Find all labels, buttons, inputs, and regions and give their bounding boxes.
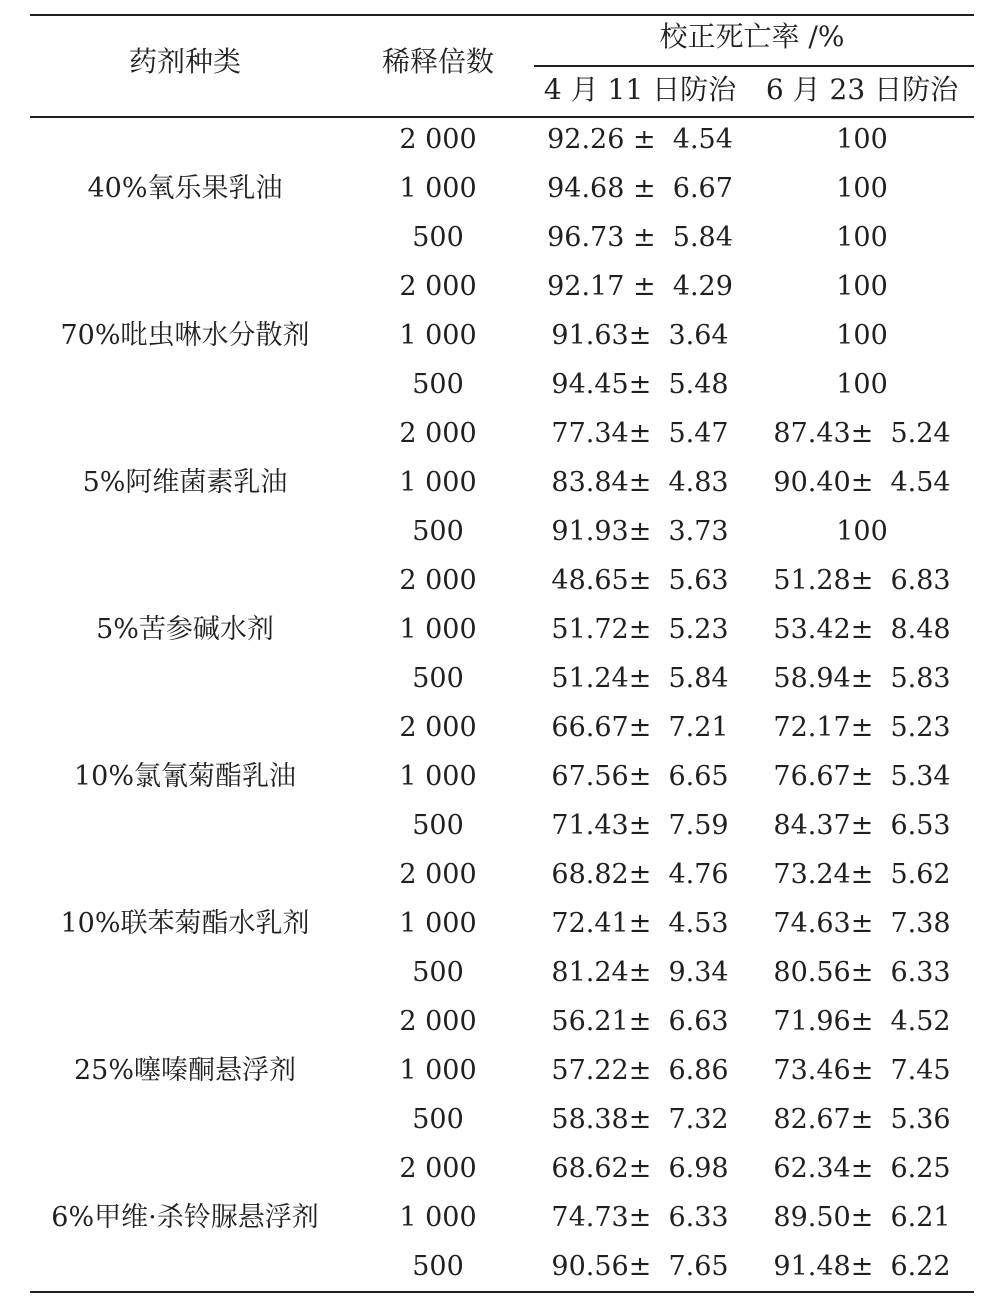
jun23-rate-cell: 100 xyxy=(836,222,888,253)
apr11-rate-cell: 77.34± 5.47 xyxy=(551,418,729,449)
jun23-rate-cell: 100 xyxy=(836,320,888,351)
jun23-rate-cell: 71.96± 4.52 xyxy=(773,1006,951,1037)
header-corrected-mortality: 校正死亡率 /% xyxy=(659,20,845,53)
apr11-rate-cell: 68.62± 6.98 xyxy=(551,1153,729,1184)
top-rule xyxy=(30,14,974,16)
dilution-cell: 500 xyxy=(412,369,464,400)
bottom-rule xyxy=(30,1291,974,1293)
header-agent: 药剂种类 xyxy=(128,45,242,78)
apr11-rate-cell: 74.73± 6.33 xyxy=(551,1202,729,1233)
dilution-cell: 2 000 xyxy=(399,124,477,155)
apr11-rate-cell: 81.24± 9.34 xyxy=(551,957,729,988)
apr11-rate-cell: 66.67± 7.21 xyxy=(551,712,729,743)
jun23-rate-cell: 87.43± 5.24 xyxy=(773,418,951,449)
header-dilution: 稀释倍数 xyxy=(381,45,495,78)
agent-name-cell: 10%氯氰菊酯乳油 xyxy=(73,761,297,792)
agent-name-cell: 40%氧乐果乳油 xyxy=(87,173,283,204)
dilution-cell: 500 xyxy=(412,222,464,253)
dilution-cell: 2 000 xyxy=(399,271,477,302)
jun23-rate-cell: 74.63± 7.38 xyxy=(773,908,951,939)
jun23-rate-cell: 100 xyxy=(836,516,888,547)
dilution-cell: 1 000 xyxy=(399,1055,477,1086)
apr11-rate-cell: 68.82± 4.76 xyxy=(551,859,729,890)
jun23-rate-cell: 80.56± 6.33 xyxy=(773,957,951,988)
dilution-cell: 500 xyxy=(412,1251,464,1282)
jun23-rate-cell: 89.50± 6.21 xyxy=(773,1202,951,1233)
agent-name-cell: 10%联苯菊酯水乳剂 xyxy=(60,908,310,939)
apr11-rate-cell: 91.93± 3.73 xyxy=(551,516,729,547)
apr11-rate-cell: 83.84± 4.83 xyxy=(551,467,729,498)
apr11-rate-cell: 91.63± 3.64 xyxy=(551,320,729,351)
apr11-rate-cell: 71.43± 7.59 xyxy=(551,810,729,841)
jun23-rate-cell: 100 xyxy=(836,271,888,302)
jun23-rate-cell: 76.67± 5.34 xyxy=(773,761,951,792)
header-date-jun23: 6 月 23 日防治 xyxy=(765,73,959,106)
header-bottom-rule xyxy=(30,116,974,118)
dilution-cell: 500 xyxy=(412,810,464,841)
jun23-rate-cell: 100 xyxy=(836,173,888,204)
dilution-cell: 500 xyxy=(412,1104,464,1135)
subheader-rule xyxy=(534,65,974,67)
dilution-cell: 2 000 xyxy=(399,859,477,890)
apr11-rate-cell: 90.56± 7.65 xyxy=(551,1251,729,1282)
jun23-rate-cell: 100 xyxy=(836,369,888,400)
apr11-rate-cell: 96.73 ± 5.84 xyxy=(547,222,733,253)
header-date-apr11: 4 月 11 日防治 xyxy=(543,73,737,106)
jun23-rate-cell: 58.94± 5.83 xyxy=(773,663,951,694)
agent-name-cell: 70%吡虫啉水分散剂 xyxy=(60,320,310,351)
jun23-rate-cell: 90.40± 4.54 xyxy=(773,467,951,498)
apr11-rate-cell: 92.26 ± 4.54 xyxy=(547,124,733,155)
apr11-rate-cell: 57.22± 6.86 xyxy=(551,1055,729,1086)
dilution-cell: 2 000 xyxy=(399,712,477,743)
dilution-cell: 1 000 xyxy=(399,908,477,939)
dilution-cell: 1 000 xyxy=(399,614,477,645)
jun23-rate-cell: 72.17± 5.23 xyxy=(773,712,951,743)
apr11-rate-cell: 94.45± 5.48 xyxy=(551,369,729,400)
apr11-rate-cell: 51.72± 5.23 xyxy=(551,614,729,645)
dilution-cell: 2 000 xyxy=(399,565,477,596)
apr11-rate-cell: 51.24± 5.84 xyxy=(551,663,729,694)
apr11-rate-cell: 67.56± 6.65 xyxy=(551,761,729,792)
jun23-rate-cell: 100 xyxy=(836,124,888,155)
dilution-cell: 500 xyxy=(412,957,464,988)
apr11-rate-cell: 56.21± 6.63 xyxy=(551,1006,729,1037)
jun23-rate-cell: 62.34± 6.25 xyxy=(773,1153,951,1184)
jun23-rate-cell: 53.42± 8.48 xyxy=(773,614,951,645)
dilution-cell: 2 000 xyxy=(399,1153,477,1184)
agent-name-cell: 5%阿维菌素乳油 xyxy=(82,467,288,498)
jun23-rate-cell: 73.46± 7.45 xyxy=(773,1055,951,1086)
jun23-rate-cell: 51.28± 6.83 xyxy=(773,565,951,596)
dilution-cell: 1 000 xyxy=(399,467,477,498)
dilution-cell: 500 xyxy=(412,516,464,547)
apr11-rate-cell: 92.17 ± 4.29 xyxy=(547,271,733,302)
jun23-rate-cell: 84.37± 6.53 xyxy=(773,810,951,841)
jun23-rate-cell: 91.48± 6.22 xyxy=(773,1251,951,1282)
agent-name-cell: 6%甲维·杀铃脲悬浮剂 xyxy=(51,1202,319,1233)
apr11-rate-cell: 58.38± 7.32 xyxy=(551,1104,729,1135)
dilution-cell: 1 000 xyxy=(399,320,477,351)
dilution-cell: 2 000 xyxy=(399,418,477,449)
jun23-rate-cell: 82.67± 5.36 xyxy=(773,1104,951,1135)
apr11-rate-cell: 94.68 ± 6.67 xyxy=(547,173,733,204)
dilution-cell: 1 000 xyxy=(399,1202,477,1233)
apr11-rate-cell: 72.41± 4.53 xyxy=(551,908,729,939)
dilution-cell: 1 000 xyxy=(399,761,477,792)
agent-name-cell: 25%噻嗪酮悬浮剂 xyxy=(73,1055,297,1086)
dilution-cell: 2 000 xyxy=(399,1006,477,1037)
apr11-rate-cell: 48.65± 5.63 xyxy=(551,565,729,596)
dilution-cell: 1 000 xyxy=(399,173,477,204)
agent-name-cell: 5%苦参碱水剂 xyxy=(96,614,274,645)
dilution-cell: 500 xyxy=(412,663,464,694)
jun23-rate-cell: 73.24± 5.62 xyxy=(773,859,951,890)
